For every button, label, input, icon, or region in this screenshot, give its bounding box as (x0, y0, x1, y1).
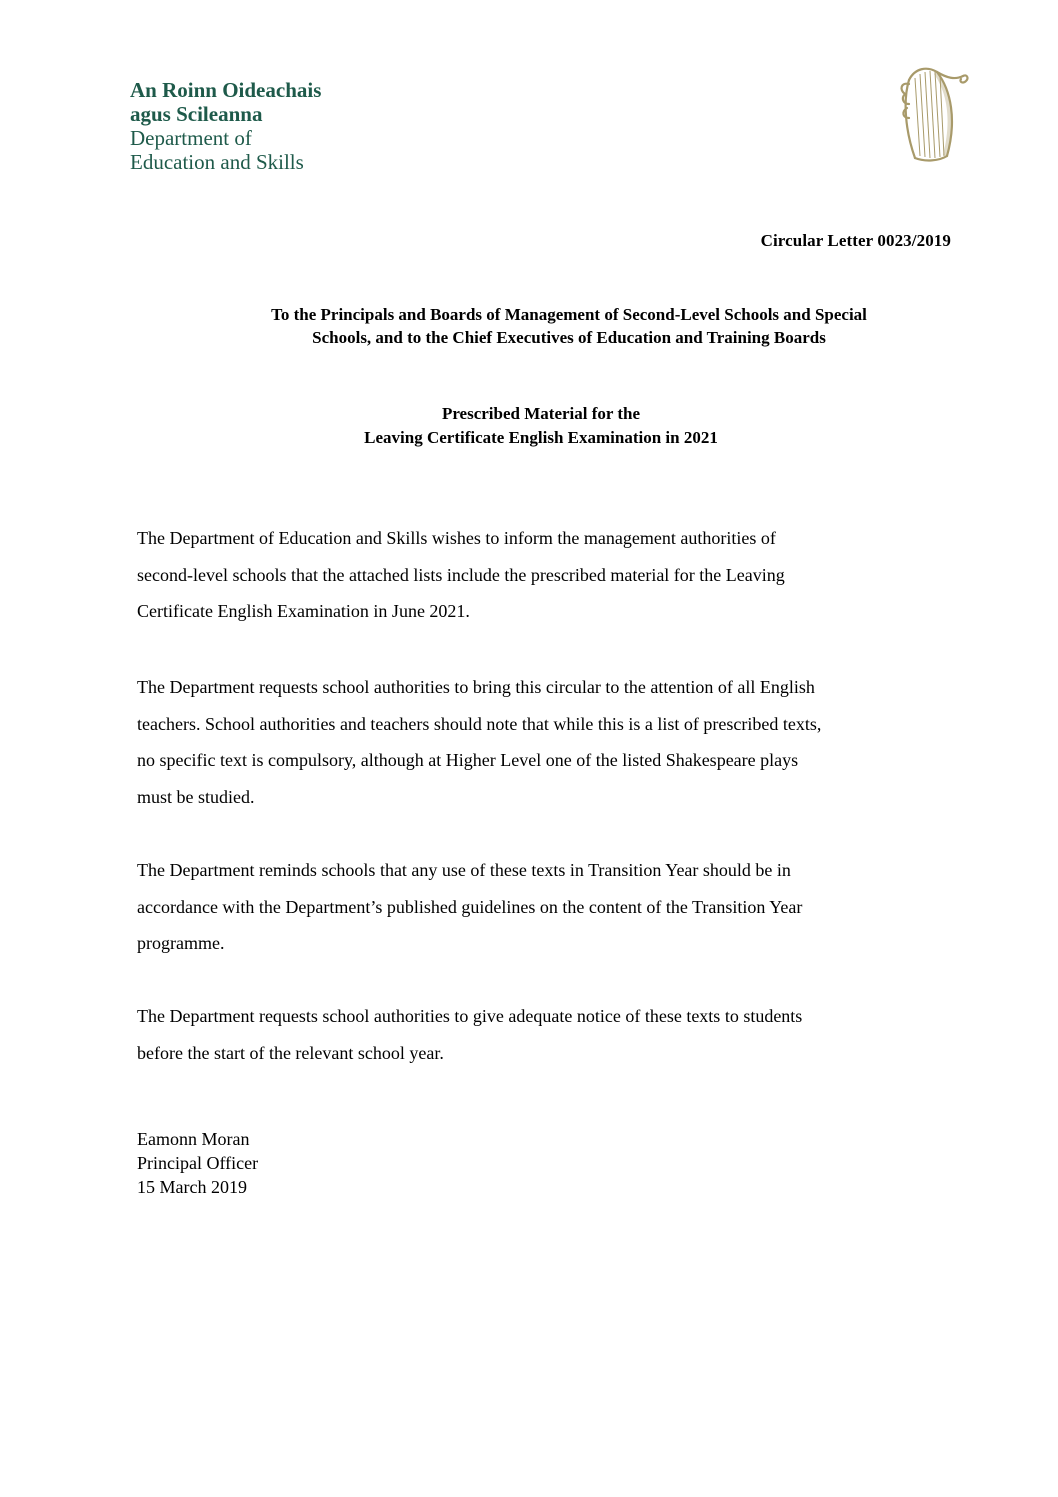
paragraph-line: programme. (137, 933, 225, 953)
department-name-english-line2: Education and Skills (130, 150, 304, 174)
department-name-english-line1: Department of (130, 126, 252, 150)
paragraph-line: accordance with the Department’s published guidelines on the content of the Transition Year (137, 896, 803, 917)
body-paragraph (137, 998, 957, 1071)
body-paragraph (137, 669, 957, 815)
signatory-name: Eamonn Moran (137, 1129, 250, 1149)
department-name-irish-line1: An Roinn Oideachais (130, 78, 322, 102)
letter-date: 15 March 2019 (137, 1177, 247, 1197)
paragraph-line: The Department of Education and Skills wishes to inform the management authorities of (137, 528, 776, 548)
department-name-block (130, 78, 321, 174)
paragraph-line: must be studied. (137, 786, 255, 807)
paragraph-line: second-level schools that the attached lists include the prescribed material for the Leaving (137, 564, 785, 585)
subject-heading (0, 402, 1058, 450)
paragraph-line: The Department requests school authorities to bring this circular to the attention of all English (137, 677, 815, 697)
paragraph-line: no specific text is compulsory, although at Higher Level one of the listed Shakespeare plays (137, 750, 799, 770)
paragraph-line: The Department requests school authorities to give adequate notice of these texts to students (137, 1006, 803, 1026)
paragraph-line: Certificate English Examination in June 2021. (137, 601, 470, 621)
paragraph-line: teachers. School authorities and teachers should note that while this is a list of prescribed texts, (137, 713, 822, 734)
paragraph-line: before the start of the relevant school year. (137, 1042, 444, 1063)
addressee-heading (110, 303, 1028, 349)
signature-block (137, 1127, 258, 1199)
paragraph-line: The Department reminds schools that any use of these texts in Transition Year should be in (137, 860, 791, 880)
circular-letter-reference: Circular Letter 0023/2019 (760, 231, 951, 250)
signatory-title: Principal Officer (137, 1153, 259, 1173)
body-paragraph (137, 852, 957, 962)
department-name-irish-line2: agus Scileanna (130, 102, 263, 126)
subject-line: Prescribed Material for the (441, 404, 641, 423)
harp-icon (893, 60, 973, 165)
subject-line: Leaving Certificate English Examination in 2021 (364, 428, 718, 447)
addressee-line: Schools, and to the Chief Executives of Education and Training Boards (312, 328, 826, 347)
addressee-line: To the Principals and Boards of Management of Second-Level Schools and Special (271, 305, 867, 324)
body-paragraph (137, 520, 957, 630)
